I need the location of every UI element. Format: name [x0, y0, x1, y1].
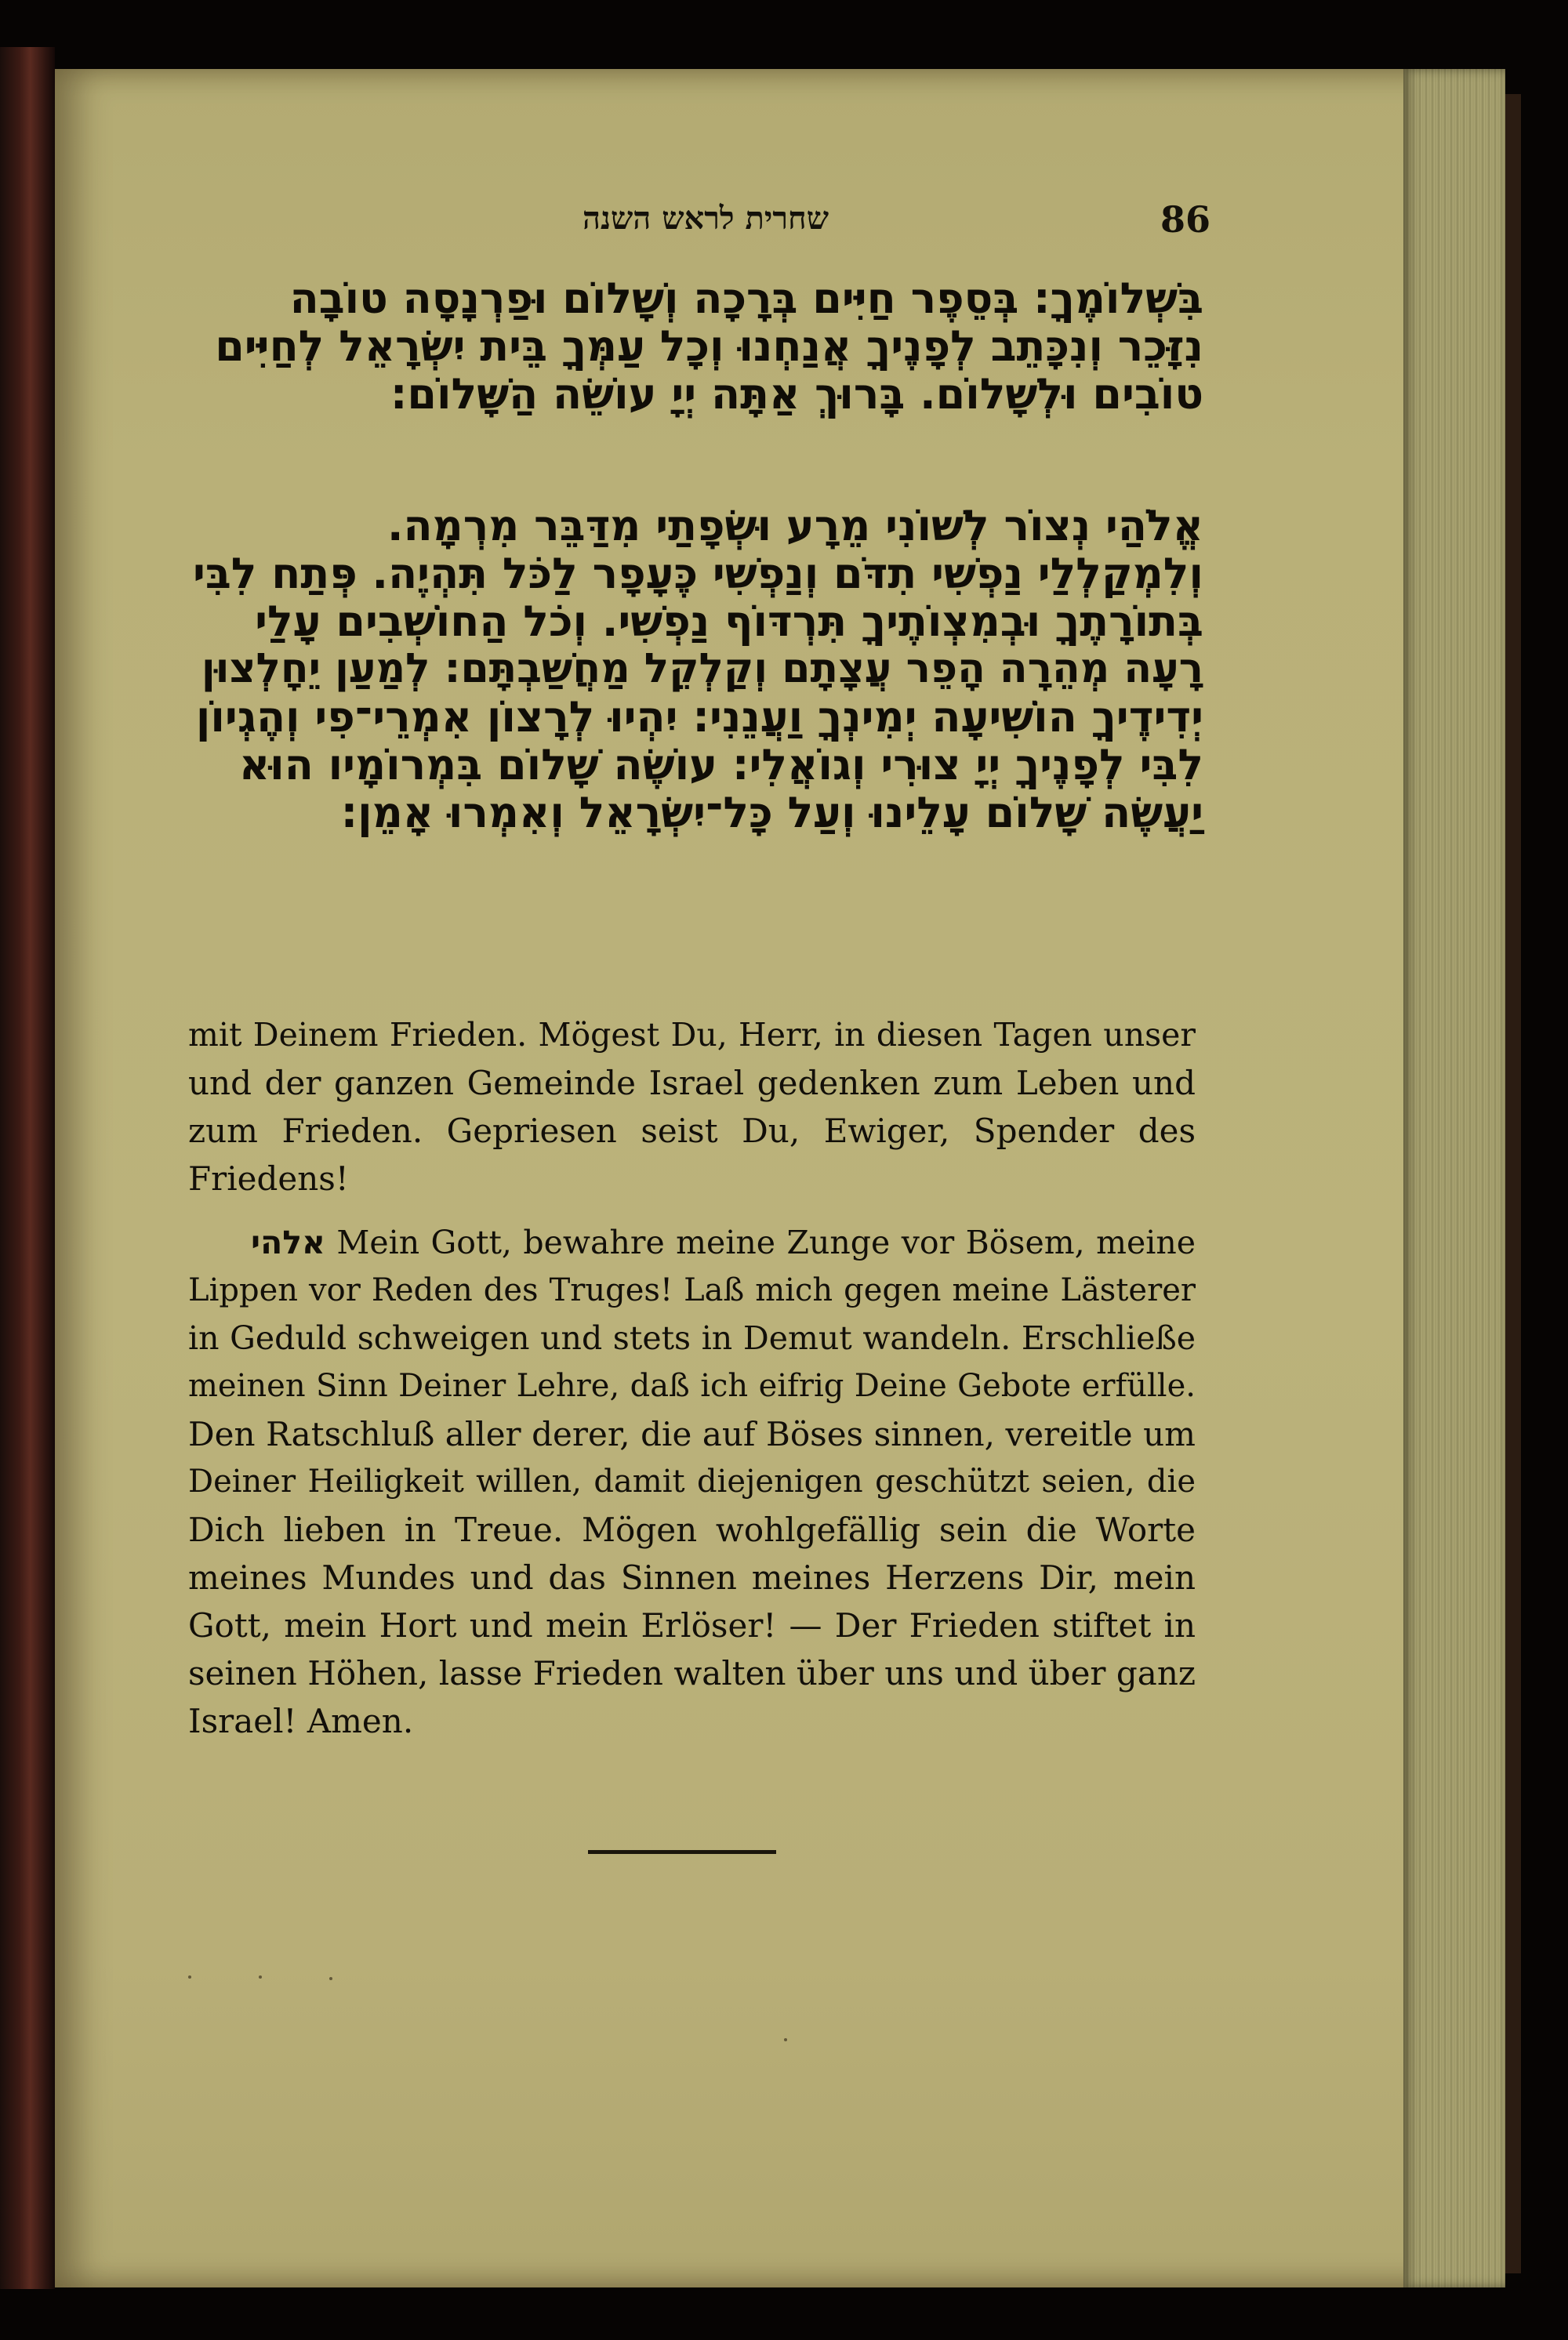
german-line: Dich lieben in Treue. Mögen wohlgefällig sein die Worte: [188, 1511, 1196, 1549]
german-line: seinen Höhen, lasse Frieden walten über uns und über ganz: [188, 1654, 1196, 1692]
hebrew-line: לִבִּי לְפָנֶיךָ יְיָ צוּרִי וְגוֹאֲלִי: עוֹשֶׂה שָׁלוֹם בִּמְרוֹמָיו הוּא: [238, 740, 1203, 789]
german-line: Friedens!: [188, 1159, 349, 1198]
german-paragraph-1: [188, 1011, 1196, 1203]
section-divider: [588, 1850, 776, 1854]
hebrew-keyword: אלהי: [251, 1224, 325, 1261]
german-line: Lippen vor Reden des Truges! Laß mich gegen meine Lästerer: [188, 1272, 1196, 1308]
hebrew-line: יַעֲשֶׂה שָׁלוֹם עָלֵינוּ וְעַל כָּל־יִשְׂרָאֵל וְאִמְרוּ אָמֵן:: [340, 788, 1203, 837]
page-number: 86: [1160, 198, 1211, 241]
hebrew-line: וְלִמְקַלְלַי נַפְשִׁי תִדֹּם וְנַפְשִׁי כֶּעָפָר לַכֹּל תִּהְיֶה. פְּתַח לִבִּי: [192, 549, 1203, 598]
german-line: meines Mundes und das Sinnen meines Herzens Dir, mein: [188, 1558, 1196, 1597]
german-line: in Geduld schweigen und stets in Demut wandeln. Erschließe: [188, 1319, 1196, 1357]
paper-speck: [784, 2038, 787, 2041]
hebrew-paragraph-1: [192, 274, 1203, 418]
german-paragraph-2: [188, 1219, 1196, 1745]
book-cover-edge: [1505, 94, 1521, 2273]
hebrew-paragraph-2: [192, 502, 1203, 836]
running-head: שחרית לראש השנה: [582, 200, 829, 237]
paper-speck: [188, 1975, 191, 1979]
german-line: Gott, mein Hort und mein Erlöser! — Der Frieden stiftet in: [188, 1606, 1196, 1645]
hebrew-line: יְדִידֶיךָ הוֹשִׁיעָה יְמִינְךָ וַעֲנֵנִי: יִהְיוּ לְרָצוֹן אִמְרֵי־פִי וְהֶגְיוֹן: [195, 692, 1203, 742]
paper-speck: [329, 1977, 332, 1980]
german-line: und der ganzen Gemeinde Israel gedenken zum Leben und: [188, 1064, 1196, 1102]
paper-speck: [259, 1975, 262, 1979]
hebrew-line: בִּשְׁלוֹמֶךָ: בְּסֵפֶר חַיִּים בְּרָכָה וְשָׁלוֹם וּפַרְנָסָה טוֹבָה: [289, 274, 1203, 323]
german-line: Den Ratschluß aller derer, die auf Böses sinnen, vereitle um: [188, 1415, 1196, 1453]
hebrew-line: רָעָה מְהֵרָה הָפֵר עֲצָתָם וְקַלְקֵל מַחֲשַׁבְתָּם: לְמַעַן יֵחָלְצוּן: [201, 645, 1203, 692]
page-fore-edge: [1403, 69, 1505, 2287]
german-line-text: Mein Gott, bewahre meine Zunge vor Bösem, meine: [336, 1224, 1196, 1261]
hebrew-line: אֱלֹהַי נְצוֹר לְשׁוֹנִי מֵרָע וּשְׂפָתַי מִדַּבֵּר מִרְמָה.: [387, 501, 1203, 550]
facing-page-edge: [0, 47, 55, 2289]
german-line: zum Frieden. Gepriesen seist Du, Ewiger, Spender des: [188, 1112, 1196, 1150]
hebrew-line: נִזָּכֵר וְנִכָּתֵב לְפָנֶיךָ אֲנַחְנוּ וְכָל עַמְּךָ בֵּית יִשְׂרָאֵל לְחַיִּים: [215, 321, 1203, 371]
german-line: meinen Sinn Deiner Lehre, daß ich eifrig Deine Gebote erfülle.: [188, 1368, 1196, 1404]
german-line: Deiner Heiligkeit willen, damit diejenigen geschützt seien, die: [188, 1464, 1196, 1500]
german-line: mit Deinem Frieden. Mögest Du, Herr, in diesen Tagen unser: [188, 1016, 1196, 1054]
hebrew-line: טוֹבִים וּלְשָׁלוֹם. בָּרוּךְ אַתָּה יְיָ עוֹשֵׂה הַשָּׁלוֹם:: [390, 369, 1203, 419]
german-line: Israel! Amen.: [188, 1702, 414, 1740]
german-line-first: [188, 1219, 1196, 1267]
hebrew-line: בְּתוֹרָתֶךָ וּבְמִצְוֹתֶיךָ תִּרְדּוֹף נַפְשִׁי. וְכֹל הַחוֹשְׁבִים עָלַי: [255, 597, 1203, 646]
